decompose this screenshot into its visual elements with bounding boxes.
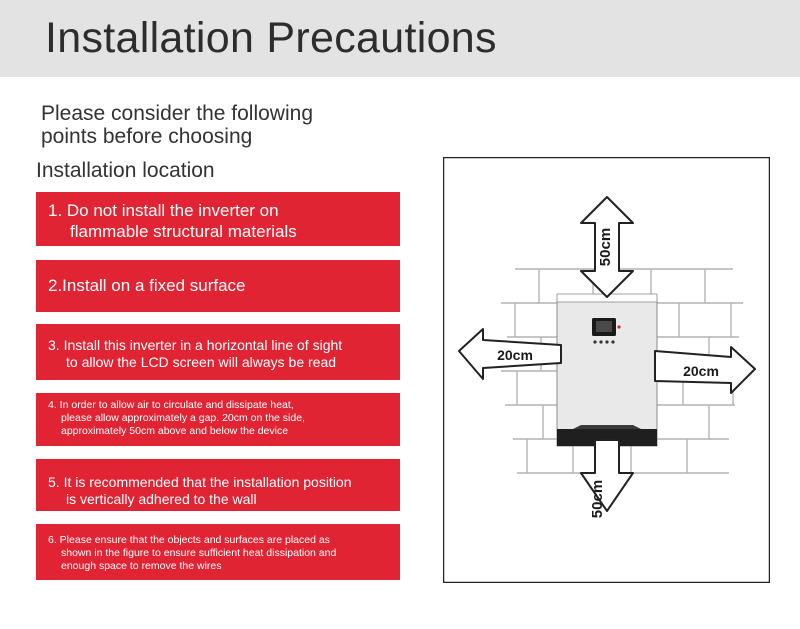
- intro-line-2: points before choosing: [41, 125, 253, 148]
- precaution-text: 3. Install this inverter in a horizontal line of sight: [48, 337, 343, 353]
- precaution-text: 5. It is recommended that the installation position: [48, 474, 352, 490]
- precaution-text: approximately 50cm above and below the device: [61, 425, 289, 437]
- top-clearance-label: 50cm: [597, 227, 614, 267]
- intro-text: [41, 102, 313, 148]
- precaution-text: enough space to remove the wires: [61, 560, 222, 572]
- installation-clearance-diagram: [443, 157, 770, 583]
- precaution-text: 4. In order to allow air to circulate and dissipate heat,: [48, 399, 294, 411]
- precaution-text: shown in the figure to ensure sufficient heat dissipation and: [61, 547, 337, 559]
- precaution-text: flammable structural materials: [70, 222, 297, 241]
- page-title: Installation Precautions: [45, 14, 497, 62]
- precaution-item-1: [36, 192, 400, 246]
- section-title: Installation location: [36, 159, 215, 182]
- precaution-text: is vertically adhered to the wall: [66, 491, 257, 507]
- right-clearance-label: 20cm: [683, 363, 719, 379]
- precaution-item-4: [36, 393, 400, 446]
- inverter-device: [557, 294, 657, 446]
- intro-line-1: Please consider the following: [41, 102, 313, 125]
- page-header: [0, 0, 800, 77]
- precaution-item-5: [36, 459, 400, 511]
- precaution-text: please allow approximately a gap. 20cm on the side,: [61, 412, 305, 424]
- left-clearance-label: 20cm: [497, 347, 533, 363]
- precaution-text: to allow the LCD screen will always be read: [66, 354, 337, 370]
- precaution-item-6: [36, 524, 400, 580]
- precaution-text: 2.Install on a fixed surface: [48, 276, 246, 295]
- precaution-text: 6. Please ensure that the objects and surfaces are placed as: [48, 534, 330, 546]
- bottom-clearance-label: 50cm: [589, 479, 606, 519]
- precaution-item-3: [36, 324, 400, 380]
- precaution-text: 1. Do not install the inverter on: [48, 201, 279, 220]
- precaution-item-2: [36, 260, 400, 312]
